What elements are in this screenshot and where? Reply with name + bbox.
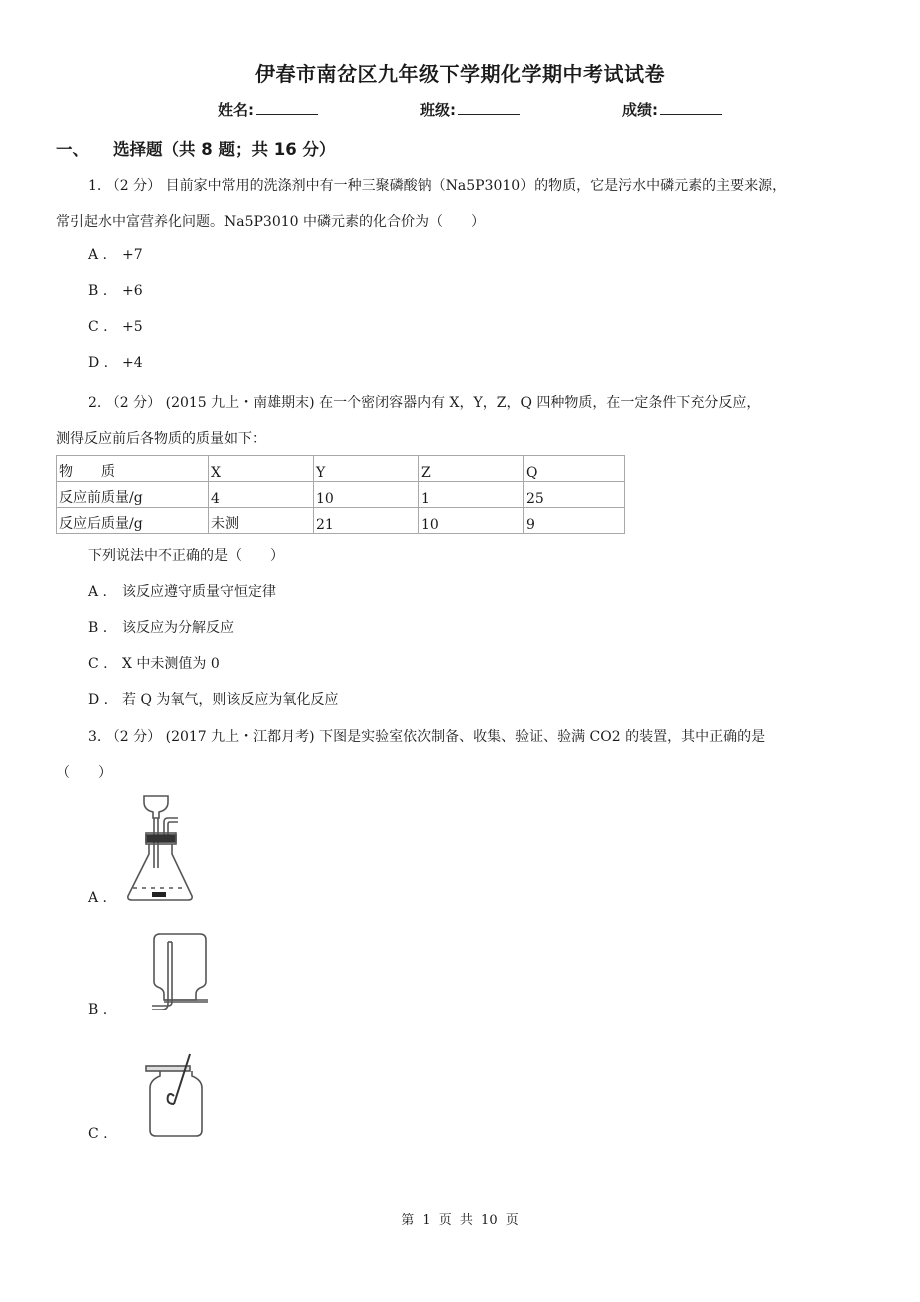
table-header-row [57, 456, 625, 482]
name-field [218, 99, 318, 120]
mass-table [56, 455, 625, 534]
question-1-option-d[interactable] [88, 355, 143, 371]
option-text: X 中未测值为 0 [122, 656, 220, 672]
score-label: 成绩: [622, 101, 658, 119]
table-cell: Z [419, 456, 524, 482]
table-cell: 4 [209, 482, 314, 508]
table-cell: 物 质 [57, 456, 209, 482]
class-blank [458, 100, 520, 115]
name-blank [256, 100, 318, 115]
table-cell: X [209, 456, 314, 482]
table-cell: 反应前质量/g [57, 482, 209, 508]
question-3-option-b[interactable] [88, 1002, 122, 1018]
table-cell: 9 [524, 508, 625, 534]
question-1-option-a[interactable] [88, 247, 143, 263]
option-text: +4 [122, 355, 143, 371]
table-cell: 10 [419, 508, 524, 534]
option-text: 若 Q 为氧气，则该反应为氧化反应 [122, 692, 339, 708]
option-letter: A . [88, 890, 108, 906]
class-label: 班级: [420, 101, 456, 119]
option-text: +6 [122, 283, 143, 299]
page-title: 伊春市南岔区九年级下学期化学期中考试试卷 [255, 62, 665, 86]
question-1-option-c[interactable] [88, 319, 143, 335]
option-letter: C . [88, 1126, 108, 1142]
option-letter: B . [88, 1002, 108, 1018]
name-label: 姓名: [218, 101, 254, 119]
option-letter: D . [88, 692, 109, 708]
question-3-line1: 3. （2 分） (2017 九上・江都月考) 下图是实验室依次制备、收集、验证、验满 CO2 的装置，其中正确的是 [88, 729, 766, 745]
page-footer: 第 1 页 共 10 页 [401, 1213, 519, 1228]
option-letter: B . [88, 620, 108, 636]
table-cell: 21 [314, 508, 419, 534]
question-2-option-a[interactable] [88, 581, 276, 601]
table-cell: Q [524, 456, 625, 482]
question-2-option-d[interactable] [88, 689, 338, 709]
table-cell: 1 [419, 482, 524, 508]
score-blank [660, 100, 722, 115]
option-text: 该反应为分解反应 [122, 620, 234, 636]
question-1-option-b[interactable] [88, 283, 143, 299]
gas-jar-with-spoon-icon [144, 1052, 208, 1138]
question-3-option-a[interactable] [88, 890, 122, 906]
option-letter: A . [88, 247, 108, 263]
question-2-option-b[interactable] [88, 617, 234, 637]
option-letter: D . [88, 355, 109, 371]
question-3-option-c[interactable] [88, 1126, 122, 1142]
erlenmeyer-flask-icon [124, 792, 196, 910]
question-2-line2: 测得反应前后各物质的质量如下： [56, 431, 266, 447]
option-letter: B . [88, 283, 108, 299]
score-field [622, 99, 722, 120]
section-heading [56, 136, 335, 160]
table-cell: 10 [314, 482, 419, 508]
option-text: 该反应遵守质量守恒定律 [122, 584, 276, 600]
class-field [420, 99, 520, 120]
option-text: +5 [122, 319, 143, 335]
section-title: 选择题（共 8 题；共 16 分） [113, 140, 336, 159]
table-row [57, 508, 625, 534]
table-row [57, 482, 625, 508]
table-cell: 25 [524, 482, 625, 508]
question-3-line2: （ ） [56, 765, 112, 781]
question-1-line1: 1. （2 分） 目前家中常用的洗涤剂中有一种三聚磷酸钠（Na5P3010）的物质，它是污水中磷元素的主要来源， [88, 178, 787, 194]
option-text: +7 [122, 247, 143, 263]
question-2-line1: 2. （2 分） (2015 九上・南雄期末) 在一个密闭容器内有 X，Y，Z，Q 四种物质，在一定条件下充分反应， [88, 395, 761, 411]
section-number: 一、 [56, 140, 89, 159]
option-letter: C . [88, 656, 108, 672]
option-letter: C . [88, 319, 108, 335]
question-2-prompt: 下列说法中不正确的是（ ） [88, 548, 284, 564]
question-1-line2: 常引起水中富营养化问题。Na5P3010 中磷元素的化合价为（ ） [56, 214, 486, 230]
option-letter: A . [88, 584, 108, 600]
table-cell: Y [314, 456, 419, 482]
question-2-option-c[interactable] [88, 653, 220, 673]
inverted-gas-bottle-icon [148, 930, 212, 1010]
table-cell: 未测 [209, 508, 314, 534]
table-cell: 反应后质量/g [57, 508, 209, 534]
